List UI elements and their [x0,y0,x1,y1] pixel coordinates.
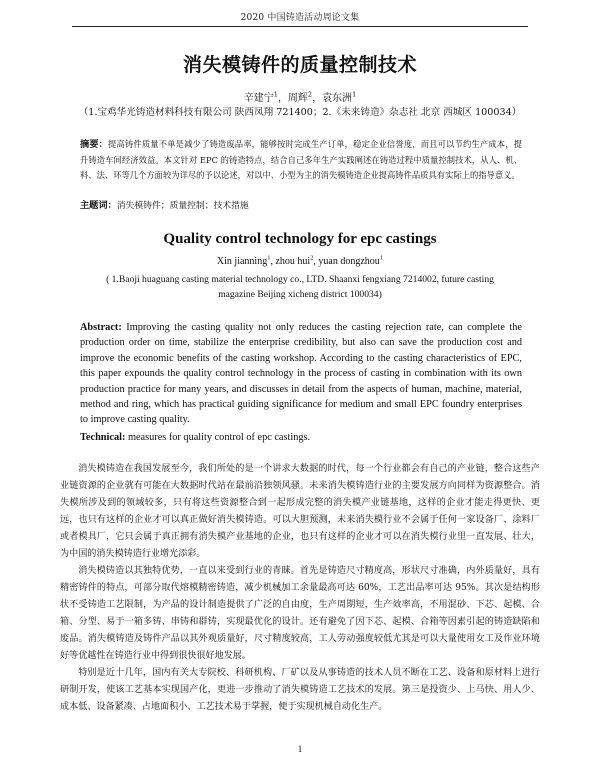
author-name: Xin jianning [216,256,268,267]
english-authors [0,256,600,267]
english-affiliation: ( 1.Baoji huaguang casting material technology co., LTD. Shaanxi fengxiang 7214002, future casting magazine Beijing xicheng district 100034) [106,274,494,300]
chinese-affiliation: （1.宝鸡华光铸造材料科技有限公司 陕西凤翔 721400；2.《未来铸造》杂志社 北京 西城区 100034） [78,107,522,118]
author-separator: , [270,256,276,267]
chinese-abstract-text: 提高铸件质量不单是减少了铸造废品率，能够按时完成生产订单，稳定企业信誉度，而且可以节约生产成本，提升铸造车间经济效益。本文针对 EPC 的铸造特点，结合自己多年生产实践阐述在铸造过程中质量控制技术，从人、机、料、法、环等几个方面较为详尽的予以论述，对以中、小型为主的消失模铸造企业提高铸件品质具有实际上的指导意义。 [80,139,522,181]
author-affiliation-mark: 1 [273,90,278,99]
body-text [60,461,540,716]
body-paragraph: 消失模铸造在我国发展至今，我们所处的是一个讲求大数据的时代，每一个行业都会有自己的产业链，整合这些产业链资源的企业就有可能在大数据时代站在最前沿独领风骚。未来消失模铸造行业的主要发展方向同样为资源整合。消失模所涉及到的领域较多，只有将这些资源整合到一起形成完整的消失模产业链基地，这样的企业才能走得更快、更远，也只有这样的企业才可以真正做好消失模铸造。可以大胆预测，未来消失模行业不会属于任何一家设备厂、涂料厂或者模具厂，它只会属于真正拥有消失模产业基地的企业，也只有这样的企业才可以在消失模行业里一直发展、壮大，为中国的消失模铸造行业增光添彩。 [60,464,540,559]
english-keywords-text: measures for quality control of epc castings. [125,432,311,443]
chinese-title: 消失模铸件的质量控制技术 [182,54,417,76]
chinese-keywords [80,199,522,213]
body-paragraph: 消失模铸造以其独特优势，一直以来受到行业的青睐。首先是铸造尺寸精度高，形状尺寸准确，内外质量好，具有精密铸件的特点，可部分取代熔模精密铸造，减少机械加工余量最高可达 60%，工艺出品率可达 95%。其次是结构形状不受铸造工艺限制，为产品的设计制造提供了广泛的自由度，生产周期短，生产效率高，不用混砂、下芯、起模、合箱、分型、易于一箱多铸、串铸和群铸，实现最优化的设计。还有避免了因下芯、起模、合箱等因素引起的铸造缺陷和废品。消失模铸造及铸件产品以其外观质量好，尺寸精度较高，工人劳动强度较低尤其是可以大量使用女工及作业环境好等优越性在铸造行业中得到很快很好地发展。 [60,566,540,661]
chinese-abstract [80,137,522,184]
author-separator: , [313,256,319,267]
chinese-keywords-label: 主题词： [80,200,117,211]
author-name: yuan dongzhou [318,256,380,267]
english-abstract-text: Improving the casting quality not only reduces the casting rejection rate, can complete the production order on time, stabilize the enterprise credibility, but also can save the production cost and improve the economic benefits of the casting workshop. According to the casting characteristics of EPC, this paper expounds the quality control technology in the process of casting in combination with its own production practice for many years, and discusses in detail from the aspects of human, machine, material, method and ring, which has practical guiding significance for medium and small EPC foundry enterprises to improve casting quality. [80,322,522,426]
english-abstract-label: Abstract: [80,322,122,333]
chinese-keywords-text: 消失模铸件；质量控制；技术措施 [116,201,249,211]
author-affiliation-mark: 1 [267,254,271,262]
english-keywords-label: Technical: [80,432,126,443]
english-abstract [80,320,522,428]
author-affiliation-mark: 1 [379,254,384,262]
author-affiliation-mark: 1 [352,90,357,99]
chinese-authors [0,89,600,104]
body-paragraph: 特别是近十几年，国内有关大专院校、科研机构、厂矿以及从事铸造的技术人员不断在工艺、设备和原材料上进行研制开发，使该工艺基本实现国产化，更进一步推动了消失模铸造工艺技术的发展。第三是投资少、上马快、用人少、成本低、设备紧凑、占地面积小、工艺技术易于掌握，便于实现机械自动化生产。 [60,668,540,712]
author-name: 袁东洲 [322,93,353,104]
page-number: 1 [297,744,303,754]
running-head: 2020 中国铸造活动周论文集 [240,13,360,23]
author-separator: ， [312,93,323,104]
author-separator: ， [277,93,288,104]
author-affiliation-mark: 2 [307,90,313,99]
header-rule [72,26,528,27]
author-name: zhou hui [275,256,311,267]
author-name: 周辉 [287,93,308,104]
english-keywords [80,430,522,445]
chinese-abstract-label: 摘要： [80,139,109,150]
english-title: Quality control technology for epc castings [163,231,437,247]
author-name: 辛建宁 [243,93,274,104]
author-affiliation-mark: 2 [310,254,314,262]
